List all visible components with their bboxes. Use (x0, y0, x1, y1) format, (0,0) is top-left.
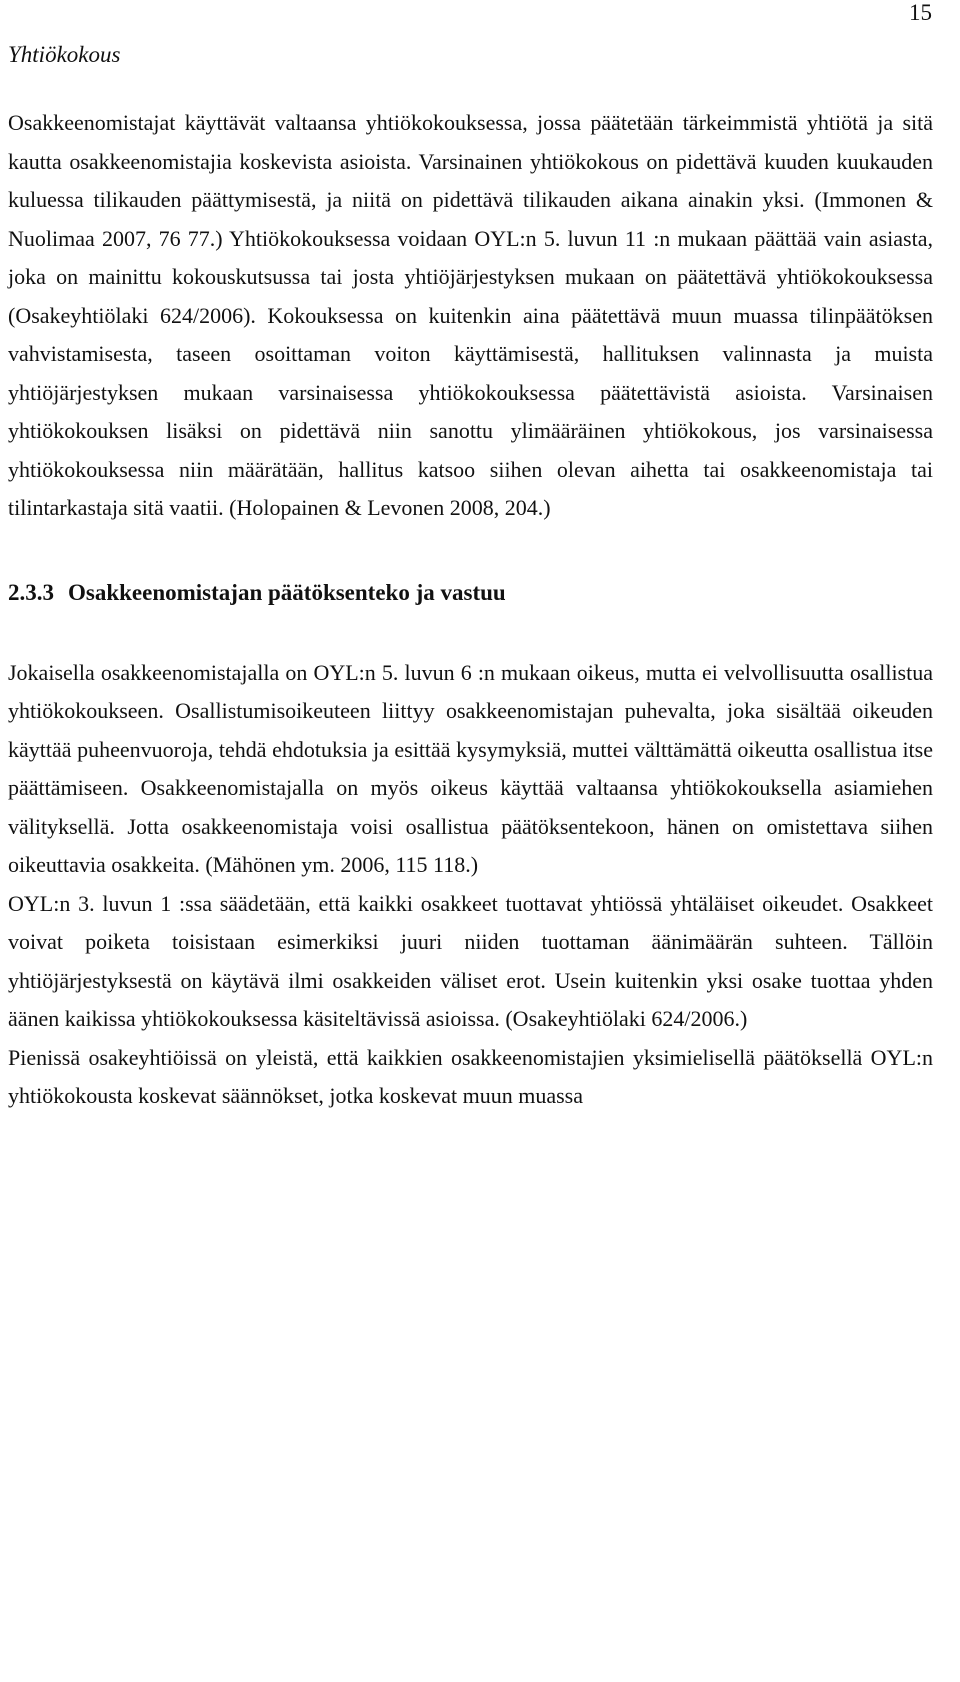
paragraph-shares: OYL:n 3. luvun 1 :ssa säädetään, että kaikki osakkeet tuottavat yhtiössä yhtäläiset oikeudet. Osakkeet voivat poiketa toisistaan esimerkiksi juuri niiden tuottaman äänimäärän suhteen. Tällöin yhtiöjärjestyksestä on käytävä ilmi osakkeiden väliset erot. Usein kuitenkin yksi osake tuottaa yhden äänen kaikissa yhtiökokouksessa käsiteltävissä asioissa. (Osakeyhtiölaki 624/2006.) (8, 890, 933, 1031)
subsection-number: 2.3.3 (8, 579, 54, 605)
paragraph-intro: Osakkeenomistajat käyttävät valtaansa yhtiökokouksessa, jossa päätetään tärkeimmistä yhtiötä ja sitä kautta osakkeenomistajia koskevista asioista. Varsinainen yhtiökokous on pidettävä kuuden kuukauden kuluessa tilikauden päättymisestä, ja niitä on pidettävä tilikauden aikana ainakin yksi. (Immonen & Nuolimaa 2007, 76 77.) Yhtiökokouksessa voidaan OYL:n 5. luvun 11 :n mukaan päättää vain asiasta, joka on mainittu kokouskutsussa tai josta yhtiöjärjestyksen mukaan on päätettävä yhtiökokouksessa (Osakeyhtiölaki 624/2006). Kokouksessa on kuitenkin aina päätettävä muun muassa tilinpäätöksen vahvistamisesta, taseen osoittaman voiton käyttämisestä, hallituksen valinnasta ja muista yhtiöjärjestyksen mukaan varsinaisessa yhtiökokouksessa päätettävistä asioista. Varsinaisen yhtiökokouksen lisäksi on pidettävä niin sanottu ylimääräinen yhtiökokous, jos varsinaisessa yhtiökokouksessa niin määrätään, hallitus katsoo siihen olevan aihetta tai osakkeenomistaja tai tilintarkastaja sitä vaatii. (Holopainen & Levonen 2008, 204.) (8, 110, 933, 520)
document-body (8, 40, 933, 1116)
section-title: Yhtiökokous (8, 42, 121, 67)
subsection-title: Osakkeenomistajan päätöksenteko ja vastuu (68, 579, 506, 605)
paragraph-small-companies: Pienissä osakeyhtiöissä on yleistä, että kaikkien osakkeenomistajien yksimielisellä päätöksellä OYL:n yhtiökokousta koskevat säännökset, jotka koskevat muun muassa (8, 1044, 933, 1108)
subsection-heading (8, 578, 933, 608)
page-number: 15 (909, 0, 932, 25)
paragraph-participation: Jokaisella osakkeenomistajalla on OYL:n 5. luvun 6 :n mukaan oikeus, mutta ei velvollisuutta osallistua yhtiökokoukseen. Osallistumisoikeuteen liittyy osakkeenomistajan puhevalta, joka sisältää oikeuden käyttää puheenvuoroja, tehdä ehdotuksia ja esittää kysymyksiä, muttei välttämättä oikeutta osallistua itse päättämiseen. Osakkeenomistajalla on myös oikeus käyttää valtaansa yhtiökokouksella asiamiehen välityksellä. Jotta osakkeenomistaja voisi osallistua päätöksentekoon, hänen on omistettava siihen oikeuttavia osakkeita. (Mähönen ym. 2006, 115 118.) (8, 659, 933, 877)
